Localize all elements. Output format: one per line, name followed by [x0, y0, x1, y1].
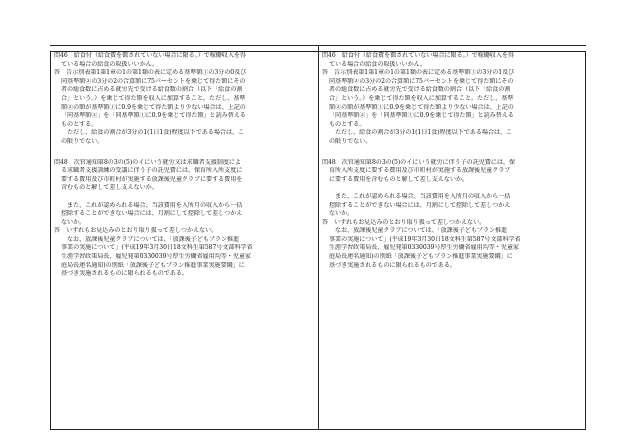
q46-question-line: ている場合の給食の取扱いいかん。: [61, 60, 159, 68]
q48-question-line: に要する費用を含むものと解して差し支えないか。: [329, 175, 469, 183]
right-column: [322, 52, 584, 270]
q46-answer-line: 同基準額②の3分の2の合算額に75パーセントを乗じて得た額にその: [329, 77, 514, 85]
q48-answer-line: 庭局長連名通知)の別紙「放課後子どもプラン推進事業実施要綱」に: [61, 261, 245, 269]
q46-answer-line: 「同基準額②」を「同基準額①に0.9を乗じて得た額」と読み替える: [61, 112, 246, 120]
q48-question-line: 問48 次官通知第8の3の(5)のイにいう就労に伴う子の託児費には、保: [322, 158, 516, 166]
q48-answer-line: 事業の実施について」(平成19年3月30日18文科生第587号文部科学省: [329, 235, 521, 243]
q46-answer-line: 合」という。）を乗じて得た額を収入に加算すること。ただし、基準: [61, 94, 246, 102]
q48-answer-line: 基づき実施されるものに限られるものである。: [329, 261, 456, 269]
q46-answer-line: 合」という。）を乗じて得た額を収入に加算すること。ただし、基準: [329, 94, 514, 102]
q48-answer-line: 控除することができない場合には、月割にして控除して差しつかえ: [329, 201, 511, 209]
q48-answer-line: なお、放課後児童クラブについては、「放課後子どもプラン推進: [67, 235, 240, 243]
q48-answer-line: 答 いずれもお見込みのとおり取り扱って差しつかえない。: [322, 218, 486, 226]
q46-block: [54, 52, 316, 147]
q46-answer-line: 同基準額②の3分の2の合算額に75パーセントを乗じて得た額にその: [61, 77, 246, 85]
q48-answer-line: ないか。: [61, 218, 86, 226]
left-column: [54, 52, 316, 279]
q46-note-line: の限りでない。: [61, 137, 104, 145]
q46-note-line: ただし、給食の割合が3分の1(1日1食)程度以下である場合は、こ: [67, 129, 245, 137]
q48-question-line: 要する費用及び市町村が実施する放課後児童クラブに要する費用を: [61, 175, 243, 183]
q46-answer-line: 「同基準額②」を「同基準額①に0.9を乗じて得た額」と読み替える: [329, 112, 514, 120]
q46-question-line: ている場合の給食の取扱いいかん。: [329, 60, 427, 68]
q46-answer-line: 額②の額が基準額①に0.9を乗じて得た額より少ない場合は、上記の: [61, 103, 246, 111]
q46-note-line: ただし、給食の割合が3分の1(1日1食)程度以下である場合は、こ: [335, 129, 513, 137]
q48-answer-line: なお、放課後児童クラブについては、「放課後子どもプラン推進: [335, 227, 508, 235]
q46-answer-line: 者の総食数に占める就労先で受ける給食数の割合（以下「給食の割: [329, 86, 511, 94]
q48-answer-line: 答 いずれもお見込みのとおり取り扱って差しつかえない。: [54, 227, 218, 235]
q46-answer-line: 答 告示別表第1第1章の1の第1類の表に定める基準額①の3分の0及び: [54, 69, 247, 77]
q48-answer-line: また、これが認められる場合、当該費用を入所月の収入から一括: [67, 201, 243, 209]
q48-question-line: 含むものと解して差し支えないか。: [61, 184, 158, 192]
q46-answer-line: ものとする。: [61, 120, 98, 128]
q48-block: [322, 159, 584, 271]
q46-block: [322, 52, 584, 147]
q46-question-line: 問46 給食付（給食費を徴されていない場合に限る。）で稼働収入を得: [322, 52, 514, 59]
q48-answer-line: 控除することができない場合には、月割にして控除して差しつかえ: [61, 210, 243, 218]
q48-answer-line: 基づき実施されるものに限られるものである。: [61, 270, 188, 278]
q48-answer-line: 生涯学習政策局長、雇児発第0330039号厚生労働省雇用均等・児童家: [329, 244, 519, 252]
q48-answer-line: また、これが認められる場合、当該費用を入所月の収入から一括: [335, 192, 511, 200]
q48-question-line: 問48 次官通知第8の3の(5)のイにいう就労又は求職者支援制度によ: [54, 158, 241, 166]
q48-answer-line: 事業の実施について」(平成19年3月30日18文科生第587号文部科学省: [61, 244, 253, 252]
q48-answer-line: ないか。: [329, 210, 354, 218]
q48-question-line: る求職者支援訓練の受講に伴う子の託児費には、保育所入所支度に: [61, 167, 243, 175]
q46-answer-line: 答 告示別表第1第1章の1の第1類の表に定める基準額①の3分の1及び: [322, 69, 515, 77]
q48-question-line: 育所入所支度に要する費用及び市町村が実施する放課後児童クラブ: [329, 167, 511, 175]
column-divider: [318, 45, 319, 430]
q46-question-line: 問46 給食付（給食費を徴されていない場合に限る。）で稼働収入を得: [54, 52, 246, 59]
q48-block: [54, 159, 316, 279]
q46-answer-line: 者の総食数に占める就労先で受ける給食数の割合（以下「給食の割: [61, 86, 243, 94]
q46-answer-line: ものとする。: [329, 120, 366, 128]
q46-answer-line: 額②の額が基準額①に0.9を乗じて得た額より少ない場合は、上記の: [329, 103, 514, 111]
q46-note-line: の限りでない。: [329, 137, 372, 145]
q48-answer-line: 生涯学習政策局長、雇児発第0330039号厚生労働省雇用均等・児童家: [61, 253, 251, 261]
q48-answer-line: 庭局長連名通知)の別紙「放課後子どもプラン推進事業実施要綱」に: [329, 253, 513, 261]
